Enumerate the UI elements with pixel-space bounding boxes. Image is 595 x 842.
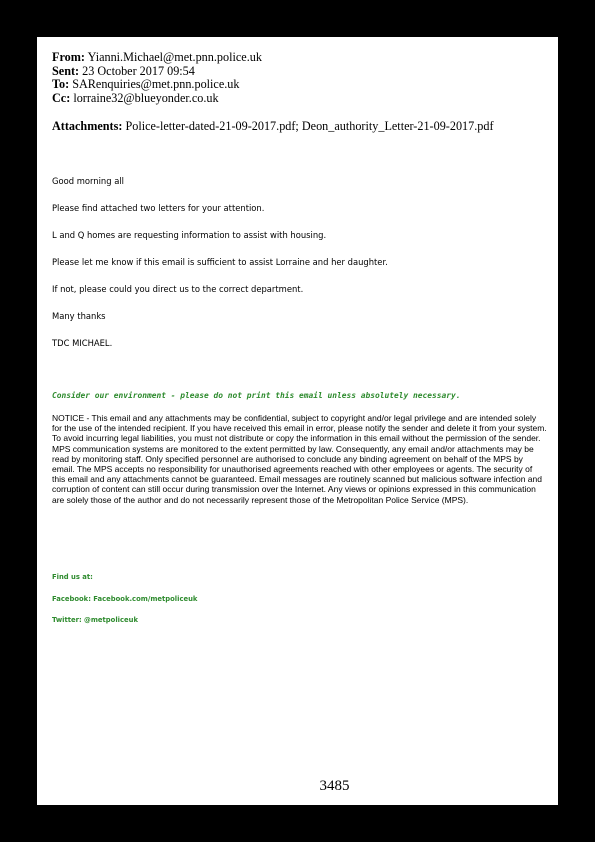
body-line: Good morning all <box>52 176 125 186</box>
body-line: Many thanks <box>52 311 106 321</box>
sent-row <box>52 65 262 79</box>
cc-value: lorraine32@blueyonder.co.uk <box>73 90 219 105</box>
body-line: L and Q homes are requesting information to assist with housing. <box>52 230 327 240</box>
body-line: If not, please could you direct us to the correct department. <box>52 284 304 294</box>
legal-notice: NOTICE - This email and any attachments may be confidential, subject to copyright and/or legal privilege and are intended solely for the use of the intended recipient. If you have received this email in error, please notify the sender and delete it from your system. To avoid incurring legal liabilities, you must not distribute or copy the information in this email without the permission of the sender. MPS communication systems are monitored to the extent permitted by law. Consequently, any email and/or attachments may be read by monitoring staff. Only specified personnel are authorised to conclude any binding agreement on behalf of the MPS by email. The MPS accepts no responsibility for unauthorised agreements reached with other employees or agents. The security of this email and any attachments cannot be guaranteed. Email messages are routinely scanned but malicious software infection and corruption of content can still occur during transmission over the Internet. Any views or opinions expressed in this communication are solely those of the author and do not necessarily represent those of the Metropolitan Police Service (MPS). <box>52 413 547 505</box>
to-row <box>52 78 262 92</box>
cc-row <box>52 92 262 106</box>
attachments-row <box>52 119 494 134</box>
body-line: Please find attached two letters for your attention. <box>52 203 265 213</box>
email-header <box>52 51 262 105</box>
from-row <box>52 51 262 65</box>
cc-label: Cc: <box>52 90 71 105</box>
from-value: Yianni.Michael@met.pnn.police.uk <box>87 50 262 64</box>
attachments-value: Police-letter-dated-21-09-2017.pdf; Deon_authority_Letter-21-09-2017.pdf <box>125 119 494 133</box>
environment-notice: Consider our environment - please do not print this email unless absolutely necessary. <box>52 391 461 400</box>
signature: TDC MICHAEL. <box>52 338 113 348</box>
to-value: SARenquiries@met.pnn.police.uk <box>72 77 240 92</box>
to-label: To: <box>52 77 70 92</box>
facebook-link: Facebook: Facebook.com/metpoliceuk <box>52 595 198 603</box>
twitter-link: Twitter: @metpoliceuk <box>52 616 138 624</box>
page-number: 3485 <box>319 778 350 794</box>
attachments-label: Attachments: <box>52 119 123 133</box>
sent-label: Sent: <box>52 63 80 78</box>
body-line: Please let me know if this email is sufficient to assist Lorraine and her daughter. <box>52 257 388 267</box>
sent-value: 23 October 2017 09:54 <box>82 63 195 78</box>
from-label: From: <box>52 50 85 64</box>
document-page <box>37 37 558 805</box>
find-us-label: Find us at: <box>52 573 93 581</box>
